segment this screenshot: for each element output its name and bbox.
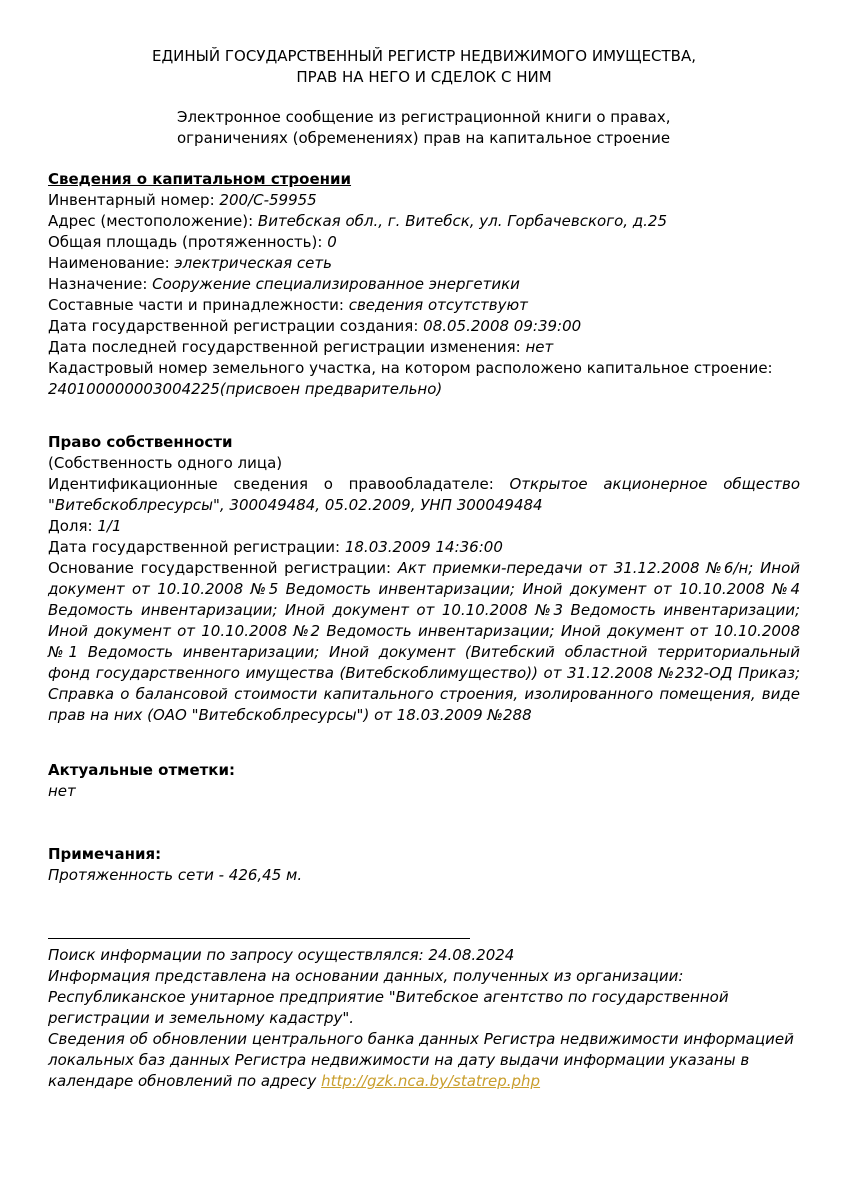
calendar-link[interactable]: http://gzk.nca.by/statrep.php <box>321 1072 541 1090</box>
field-value: 1/1 <box>97 517 122 535</box>
document-title-line2: ПРАВ НА НЕГО И СДЕЛОК С НИМ <box>296 68 552 86</box>
field-share <box>48 516 800 537</box>
field-value: 18.03.2009 14:36:00 <box>344 538 503 556</box>
building-section-heading: Сведения о капитальном строении <box>48 170 352 188</box>
field-label: Идентификационные сведения о правообладателе: <box>48 475 510 493</box>
footer-update-text: Сведения об обновлении центрального банка данных Регистра недвижимости информацией локальных баз данных Регистра недвижимости на дату выдачи информации указаны в календаре обновлений по адресу <box>48 1030 794 1090</box>
building-section <box>48 169 800 400</box>
field-name <box>48 253 800 274</box>
ownership-section <box>48 432 800 726</box>
field-label: Доля: <box>48 517 98 535</box>
field-label: Дата государственной регистрации создания: <box>48 317 424 335</box>
footer-search-date: Поиск информации по запросу осуществлялся: 24.08.2024 <box>48 946 515 964</box>
field-label: Дата последней государственной регистрации изменения: <box>48 338 526 356</box>
field-change-reg-date <box>48 337 800 358</box>
field-label: Инвентарный номер: <box>48 191 220 209</box>
field-label: Адрес (местоположение): <box>48 212 258 230</box>
field-value: 200/С-59955 <box>219 191 317 209</box>
document-title <box>48 46 800 88</box>
field-value: сведения отсутствуют <box>348 296 528 314</box>
document-subtitle-line1: Электронное сообщение из регистрационной книги о правах, <box>177 108 671 126</box>
document-subtitle-line2: ограничениях (обременениях) прав на капитальное строение <box>177 129 671 147</box>
field-label: Кадастровый номер земельного участка, на котором расположено капитальное строение: <box>48 359 773 377</box>
document-title-line1: ЕДИНЫЙ ГОСУДАРСТВЕННЫЙ РЕГИСТР НЕДВИЖИМОГО ИМУЩЕСТВА, <box>151 47 697 65</box>
field-label: Дата государственной регистрации: <box>48 538 345 556</box>
footer-source-org: Республиканское унитарное предприятие "Витебское агентство по государственной регистрации и земельному кадастру". <box>48 988 729 1027</box>
field-value: нет <box>525 338 554 356</box>
footer-source-intro: Информация представлена на основании данных, полученных из организации: <box>48 967 684 985</box>
footer-divider <box>48 938 470 939</box>
field-rightholder <box>48 474 800 516</box>
ownership-section-heading: Право собственности <box>48 433 233 451</box>
field-purpose <box>48 274 800 295</box>
field-reg-basis <box>48 558 800 726</box>
field-value: 0 <box>327 233 337 251</box>
footer-section <box>48 938 800 1092</box>
field-components <box>48 295 800 316</box>
field-label: Составные части и принадлежности: <box>48 296 349 314</box>
document-subtitle <box>177 107 800 149</box>
field-value: Сооружение специализированное энергетики <box>152 275 520 293</box>
notes-value: Протяженность сети - 426,45 м. <box>48 866 303 884</box>
field-inventory-number <box>48 190 800 211</box>
field-label: Наименование: <box>48 254 175 272</box>
field-address <box>48 211 800 232</box>
field-value: Акт приемки-передачи от 31.12.2008 №6/н; Иной документ от 10.10.2008 №5 Ведомость инвентаризации; Иной документ от 10.10.2008 №4 Ведомость инвентаризации; Иной документ от 10.10.2008 №3 Ведомость инвентаризации; Иной документ от 10.10.2008 №2 Ведомость инвентаризации; Иной документ от 10.10.2008 №1 Ведомость инвентаризации; Иной документ (Витебский областной территориальный фонд государственного имущества (Витебскоблимущество)) от 31.12.2008 №232-ОД Приказ; Справка о балансовой стоимости капитального строения, изолированного помещения, виде прав на них (ОАО "Витебскоблресурсы") от 18.03.2009 №288 <box>48 559 800 724</box>
actual-marks-heading: Актуальные отметки: <box>48 761 235 779</box>
field-label: Назначение: <box>48 275 153 293</box>
field-total-area <box>48 232 800 253</box>
ownership-type: (Собственность одного лица) <box>48 454 283 472</box>
notes-section <box>48 844 800 886</box>
notes-heading: Примечания: <box>48 845 162 863</box>
field-label: Общая площадь (протяженность): <box>48 233 328 251</box>
footer-update-info <box>48 1029 800 1092</box>
field-creation-reg-date <box>48 316 800 337</box>
field-value: 240100000003004225(присвоен предварительно) <box>48 380 443 398</box>
actual-marks-section <box>48 760 800 802</box>
field-label: Основание государственной регистрации: <box>48 559 398 577</box>
field-value: 08.05.2008 09:39:00 <box>423 317 582 335</box>
field-reg-date <box>48 537 800 558</box>
field-value: Витебская обл., г. Витебск, ул. Горбачевского, д.25 <box>257 212 668 230</box>
actual-marks-value: нет <box>48 782 76 800</box>
field-value: Открытое акционерное общество "Витебскоблресурсы", 300049484, 05.02.2009, УНП 300049484 <box>48 475 800 514</box>
field-value: электрическая сеть <box>174 254 332 272</box>
field-cadastral-number <box>48 358 800 400</box>
